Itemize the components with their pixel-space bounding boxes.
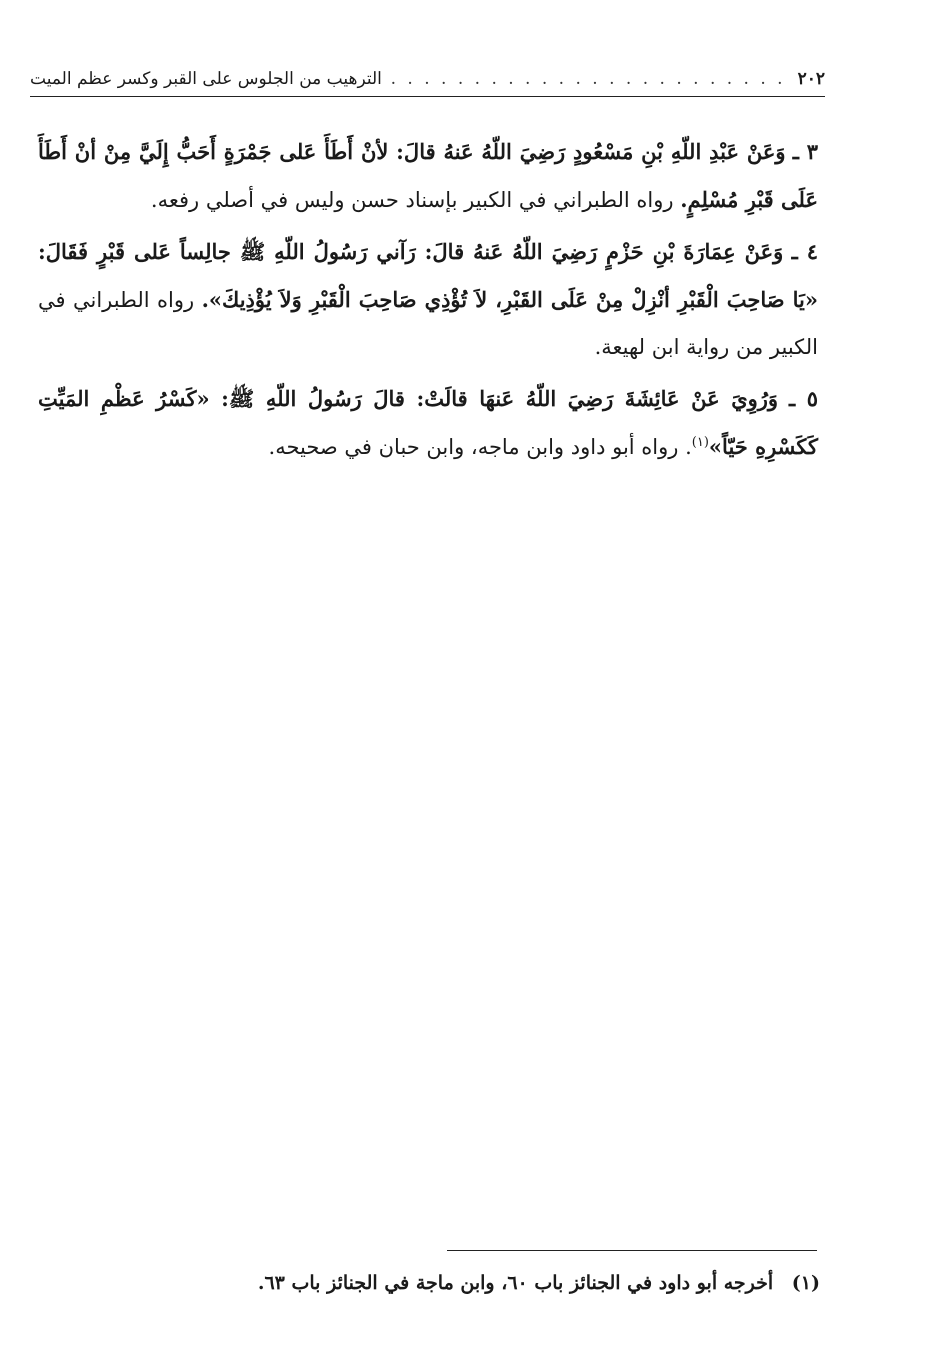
footnote-reference[interactable]: (١) bbox=[691, 435, 709, 450]
footnote-number: (١) bbox=[791, 1272, 820, 1294]
hadith-text: وَعَنْ عِمَارَةَ بْنِ حَزْمٍ رَضِيَ اللّهُ عَنهُ قالَ: رَآني رَسُولُ اللّهِ ﷺ جالِساً عَلى قَبْرٍ فَقَالَ: «يَا صَاحِبَ الْقَبْرِ أنْزِلْ مِنْ عَلَى القَبْرِ، لاَ تُؤْذِي صَاحِبَ الْقَبْرِ وَلاَ يُؤْذِيكَ». bbox=[38, 239, 819, 312]
footnote-text: أخرجه أبو داود في الجنائز باب ٦٠، وابن ماجة في الجنائز باب ٦٣. bbox=[257, 1272, 774, 1294]
running-header bbox=[30, 62, 825, 97]
footnote bbox=[80, 1264, 820, 1302]
hadith-text: وَعَنْ عَبْدِ اللّهِ بْنِ مَسْعُودٍ رَضِيَ اللّهُ عَنهُ قالَ: لأنْ أَطَأَ عَلى جَمْرَةٍ أَحَبُّ إِلَيَّ مِنْ أنْ أَطَأَ عَلَى قَبْرِ مُسْلِمٍ. bbox=[38, 139, 818, 212]
dot-leader bbox=[388, 69, 786, 89]
hadith-3 bbox=[38, 128, 818, 224]
footnote-divider bbox=[447, 1250, 817, 1251]
hadith-number: ٥ ـ bbox=[789, 386, 818, 411]
hadith-number: ٣ ـ bbox=[792, 139, 818, 164]
hadith-source: . رواه أبو داود وابن ماجه، وابن حبان في صحيحه. bbox=[268, 435, 692, 459]
hadith-number: ٤ ـ bbox=[791, 239, 818, 264]
hadith-4 bbox=[38, 228, 818, 371]
hadith-source: رواه الطبراني في الكبير بإسناد حسن وليس في أصلي رفعه. bbox=[150, 188, 674, 212]
hadith-source: رواه الطبراني في الكبير من رواية ابن لهيعة. bbox=[38, 288, 818, 359]
hadith-5 bbox=[38, 375, 818, 471]
main-text bbox=[38, 128, 818, 475]
page-number: ٢٠٢ bbox=[797, 69, 825, 89]
chapter-title: الترهيب من الجلوس على القبر وكسر عظم الميت bbox=[30, 69, 382, 89]
hadith-text: وَرُوِيَ عَنْ عَائِشَةَ رَضِيَ اللّهُ عَنهَا قالَتْ: قالَ رَسُولُ اللّهِ ﷺ: «كَسْرُ عَظْمِ المَيِّتِ كَكَسْرِهِ حَيّاً» bbox=[38, 386, 818, 459]
